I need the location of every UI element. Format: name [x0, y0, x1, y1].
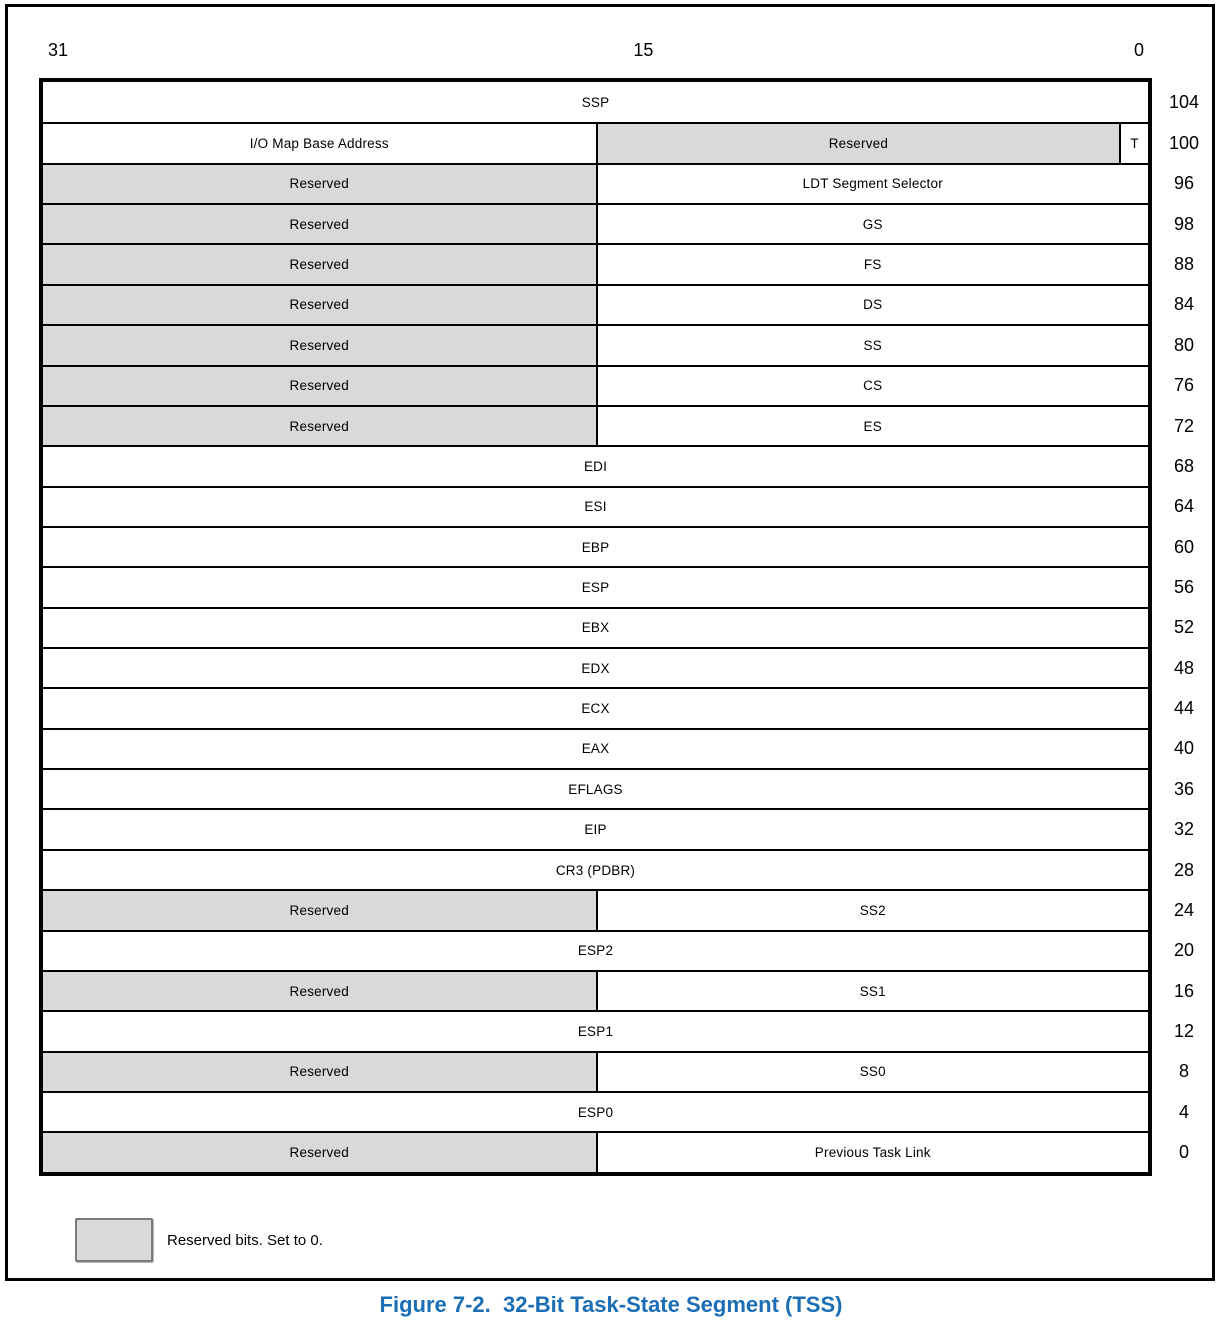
tss-field-cell: SS: [596, 326, 1149, 364]
tss-field-cell: DS: [596, 286, 1149, 324]
tss-row: [43, 122, 1148, 162]
byte-offset-label: 32: [1173, 819, 1195, 840]
tss-field-cell: Previous Task Link: [596, 1133, 1149, 1171]
bit-position-labels: [39, 40, 1152, 64]
tss-row: [43, 1131, 1148, 1171]
tss-row: [43, 808, 1148, 848]
reserved-cell: Reserved: [43, 1133, 596, 1171]
reserved-cell: Reserved: [43, 245, 596, 283]
tss-row: [43, 566, 1148, 606]
tss-row: [43, 768, 1148, 808]
byte-offset-label: 28: [1173, 859, 1195, 880]
tss-field-cell: CS: [596, 367, 1149, 405]
tss-field-cell: EAX: [43, 730, 1148, 768]
reserved-cell: Reserved: [43, 165, 596, 203]
tss-field-cell: I/O Map Base Address: [43, 124, 596, 162]
reserved-cell: Reserved: [596, 124, 1120, 162]
byte-offset-label: 12: [1173, 1020, 1195, 1041]
byte-offset-label: 98: [1173, 213, 1195, 234]
reserved-cell: Reserved: [43, 326, 596, 364]
byte-offset-label: 76: [1173, 375, 1195, 396]
tss-field-cell: EIP: [43, 810, 1148, 848]
tss-field-cell: SS2: [596, 891, 1149, 929]
byte-offset-label: 64: [1173, 496, 1195, 517]
reserved-cell: Reserved: [43, 972, 596, 1010]
byte-offset-label: 72: [1173, 415, 1195, 436]
byte-offset-label: 4: [1178, 1101, 1189, 1122]
byte-offset-label: 44: [1173, 698, 1195, 719]
legend: [75, 1218, 323, 1262]
tss-field-cell: ES: [596, 407, 1149, 445]
tss-field-cell: CR3 (PDBR): [43, 851, 1148, 889]
tss-field-cell: SS0: [596, 1053, 1149, 1091]
tss-row: [43, 930, 1148, 970]
byte-offset-label: 68: [1173, 455, 1195, 476]
tss-row: [43, 163, 1148, 203]
tss-row: [43, 970, 1148, 1010]
tss-row: [43, 445, 1148, 485]
tss-row: [43, 607, 1148, 647]
tss-grid-wrap: [39, 78, 1216, 1176]
byte-offset-label: 80: [1173, 334, 1195, 355]
byte-offset-label: 48: [1173, 657, 1195, 678]
tss-field-cell: ESI: [43, 488, 1148, 526]
tss-field-cell: T: [1119, 124, 1148, 162]
tss-field-cell: ESP0: [43, 1093, 1148, 1131]
tss-row: [43, 82, 1148, 122]
tss-row: [43, 365, 1148, 405]
reserved-cell: Reserved: [43, 367, 596, 405]
tss-row: [43, 526, 1148, 566]
reserved-cell: Reserved: [43, 205, 596, 243]
byte-offset-label: 36: [1173, 778, 1195, 799]
tss-row: [43, 284, 1148, 324]
byte-offset-label: 20: [1173, 940, 1195, 961]
byte-offset-label: 52: [1173, 617, 1195, 638]
byte-offset-label: 104: [1168, 91, 1200, 112]
tss-row: [43, 1010, 1148, 1050]
byte-offset-label: 40: [1173, 738, 1195, 759]
tss-field-cell: LDT Segment Selector: [596, 165, 1149, 203]
byte-offset-label: 16: [1173, 980, 1195, 1001]
tss-row: [43, 1091, 1148, 1131]
byte-offset-label: 0: [1178, 1142, 1189, 1163]
byte-offset-label: 24: [1173, 899, 1195, 920]
tss-row: [43, 647, 1148, 687]
tss-row: [43, 849, 1148, 889]
tss-field-cell: ESP: [43, 568, 1148, 606]
byte-offset-label: 60: [1173, 536, 1195, 557]
tss-field-cell: EFLAGS: [43, 770, 1148, 808]
tss-field-cell: EDX: [43, 649, 1148, 687]
byte-offset-label: 84: [1173, 294, 1195, 315]
tss-row: [43, 728, 1148, 768]
tss-field-cell: SS1: [596, 972, 1149, 1010]
tss-grid: [39, 78, 1152, 1176]
tss-field-cell: EBP: [43, 528, 1148, 566]
tss-field-cell: SSP: [43, 82, 1148, 122]
byte-offset-label: 8: [1178, 1061, 1189, 1082]
tss-row: [43, 687, 1148, 727]
bit-label-31: 31: [48, 40, 69, 60]
tss-field-cell: GS: [596, 205, 1149, 243]
reserved-cell: Reserved: [43, 407, 596, 445]
tss-row: [43, 405, 1148, 445]
tss-field-cell: EBX: [43, 609, 1148, 647]
byte-offset-label: 96: [1173, 173, 1195, 194]
tss-row: [43, 889, 1148, 929]
tss-field-cell: FS: [596, 245, 1149, 283]
figure-caption: Figure 7-2. 32-Bit Task-State Segment (TSS): [379, 1292, 843, 1317]
tss-row: [43, 1051, 1148, 1091]
bit-label-15: 15: [633, 40, 654, 60]
tss-row: [43, 486, 1148, 526]
tss-field-cell: ESP1: [43, 1012, 1148, 1050]
tss-field-cell: EDI: [43, 447, 1148, 485]
byte-offset-label: 88: [1173, 254, 1195, 275]
figure-frame: [5, 4, 1215, 1281]
bit-label-0: 0: [1133, 40, 1144, 60]
reserved-swatch-icon: [75, 1218, 153, 1262]
reserved-cell: Reserved: [43, 891, 596, 929]
tss-field-cell: ECX: [43, 689, 1148, 727]
tss-row: [43, 203, 1148, 243]
byte-offset-label: 100: [1168, 133, 1200, 154]
tss-row: [43, 324, 1148, 364]
tss-field-cell: ESP2: [43, 932, 1148, 970]
tss-row: [43, 243, 1148, 283]
reserved-cell: Reserved: [43, 286, 596, 324]
byte-offset-label: 56: [1173, 576, 1195, 597]
offset-column: [1152, 82, 1216, 1172]
legend-label: Reserved bits. Set to 0.: [167, 1231, 323, 1249]
reserved-cell: Reserved: [43, 1053, 596, 1091]
